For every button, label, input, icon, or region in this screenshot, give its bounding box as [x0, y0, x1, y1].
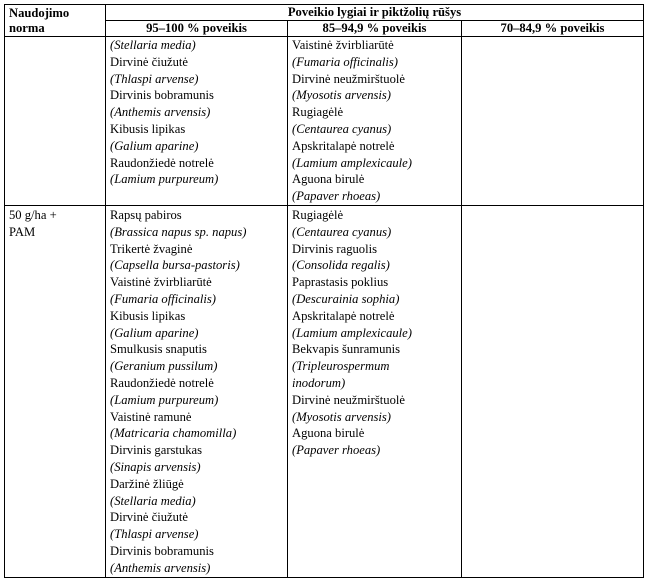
- common-name: Trikertė žvaginė: [110, 241, 193, 256]
- latin-name: (Papaver rhoeas): [292, 189, 381, 204]
- header-usage-rate-line: norma: [9, 21, 45, 35]
- common-name: Rugiagėlė: [292, 105, 344, 120]
- latin-name: (Centaurea cyanus): [292, 224, 392, 239]
- common-name: Vaistinė žvirbliarūtė: [292, 38, 394, 52]
- latin-name: (Brassica napus sp. napus): [110, 224, 247, 239]
- latin-name: (Thlaspi arvense): [110, 71, 199, 86]
- common-name: Dirvinis bobramunis: [110, 543, 214, 558]
- header-effect-levels: Poveikio lygiai ir piktžolių rūšys: [106, 5, 644, 21]
- latin-name: (Anthemis arvensis): [110, 105, 211, 120]
- common-name: Apskritalapė notrelė: [292, 138, 395, 153]
- latin-name: (Anthemis arvensis): [110, 560, 211, 575]
- latin-name: (Papaver rhoeas): [292, 443, 381, 458]
- common-name: Aguona birulė: [292, 172, 365, 187]
- header-level-85-94: 85–94,9 % poveikis: [288, 21, 462, 37]
- latin-name: (Centaurea cyanus): [292, 121, 392, 136]
- common-name: Rapsų pabiros: [110, 208, 182, 222]
- common-name: Dirvinė neužmirštuolė: [292, 392, 405, 407]
- common-name: Dirvinis bobramunis: [110, 88, 214, 103]
- latin-name: (Lamium amplexicaule): [292, 325, 412, 340]
- latin-name: (Sinapis arvensis): [110, 459, 201, 474]
- common-name: Kibusis lipikas: [110, 121, 186, 136]
- common-name: Apskritalapė notrelė: [292, 308, 395, 323]
- latin-name: (Consolida regalis): [292, 258, 390, 273]
- common-name: Kibusis lipikas: [110, 308, 186, 323]
- latin-name: (Lamium purpureum): [110, 392, 219, 407]
- latin-name: (Tripleurospermum: [292, 359, 390, 374]
- header-level-95-100: 95–100 % poveikis: [106, 21, 288, 37]
- herbicide-efficacy-table: [4, 4, 644, 578]
- latin-name: (Stellaria media): [110, 493, 196, 508]
- latin-name: (Descurainia sophia): [292, 291, 400, 306]
- table-row: [5, 206, 644, 578]
- latin-name: (Lamium purpureum): [110, 172, 219, 187]
- latin-name: (Matricaria chamomilla): [110, 426, 237, 441]
- common-name: Dirvinis garstukas: [110, 443, 202, 458]
- latin-name: (Galium aparine): [110, 138, 199, 153]
- common-name: Daržinė žliūgė: [110, 476, 184, 491]
- common-name: Raudonžiedė notrelė: [110, 155, 214, 170]
- latin-name: (Galium aparine): [110, 325, 199, 340]
- weeds-85-94-cell: [288, 206, 462, 578]
- document-page: [4, 4, 644, 578]
- common-name: Dirvinė čiužutė: [110, 510, 188, 525]
- header-usage-rate: [5, 5, 106, 37]
- latin-name: inodorum): [292, 375, 346, 390]
- weeds-95-100-cell: [106, 37, 288, 206]
- usage-rate-cell: [5, 37, 106, 206]
- table-row: [5, 37, 644, 206]
- common-name: Rugiagėlė: [292, 208, 344, 222]
- common-name: Dirvinė neužmirštuolė: [292, 71, 405, 86]
- common-name: Bekvapis šunramunis: [292, 342, 401, 357]
- latin-name: (Stellaria media): [110, 38, 196, 52]
- usage-rate-cell: [5, 206, 106, 578]
- common-name: Vaistinė ramunė: [110, 409, 192, 424]
- header-usage-rate-line: Naudojimo: [9, 6, 70, 20]
- latin-name: (Thlaspi arvense): [110, 527, 199, 542]
- header-level-70-84: 70–84,9 % poveikis: [462, 21, 644, 37]
- common-name: Dirvinė čiužutė: [110, 54, 188, 69]
- common-name: Vaistinė žvirbliarūtė: [110, 275, 212, 290]
- latin-name: (Fumaria officinalis): [110, 291, 216, 306]
- common-name: Smulkusis snaputis: [110, 342, 207, 357]
- latin-name: (Lamium amplexicaule): [292, 155, 412, 170]
- latin-name: (Geranium pussilum): [110, 359, 218, 374]
- usage-rate-line: PAM: [9, 224, 36, 239]
- weeds-95-100-cell: [106, 206, 288, 578]
- common-name: Aguona birulė: [292, 426, 365, 441]
- usage-rate-line: 50 g/ha +: [9, 208, 57, 222]
- common-name: Dirvinis raguolis: [292, 241, 378, 256]
- latin-name: (Capsella bursa-pastoris): [110, 258, 240, 273]
- weeds-70-84-cell: [462, 206, 644, 578]
- common-name: Paprastasis poklius: [292, 275, 389, 290]
- latin-name: (Fumaria officinalis): [292, 54, 398, 69]
- latin-name: (Myosotis arvensis): [292, 409, 391, 424]
- common-name: Raudonžiedė notrelė: [110, 375, 214, 390]
- weeds-85-94-cell: [288, 37, 462, 206]
- latin-name: (Myosotis arvensis): [292, 88, 391, 103]
- weeds-70-84-cell: [462, 37, 644, 206]
